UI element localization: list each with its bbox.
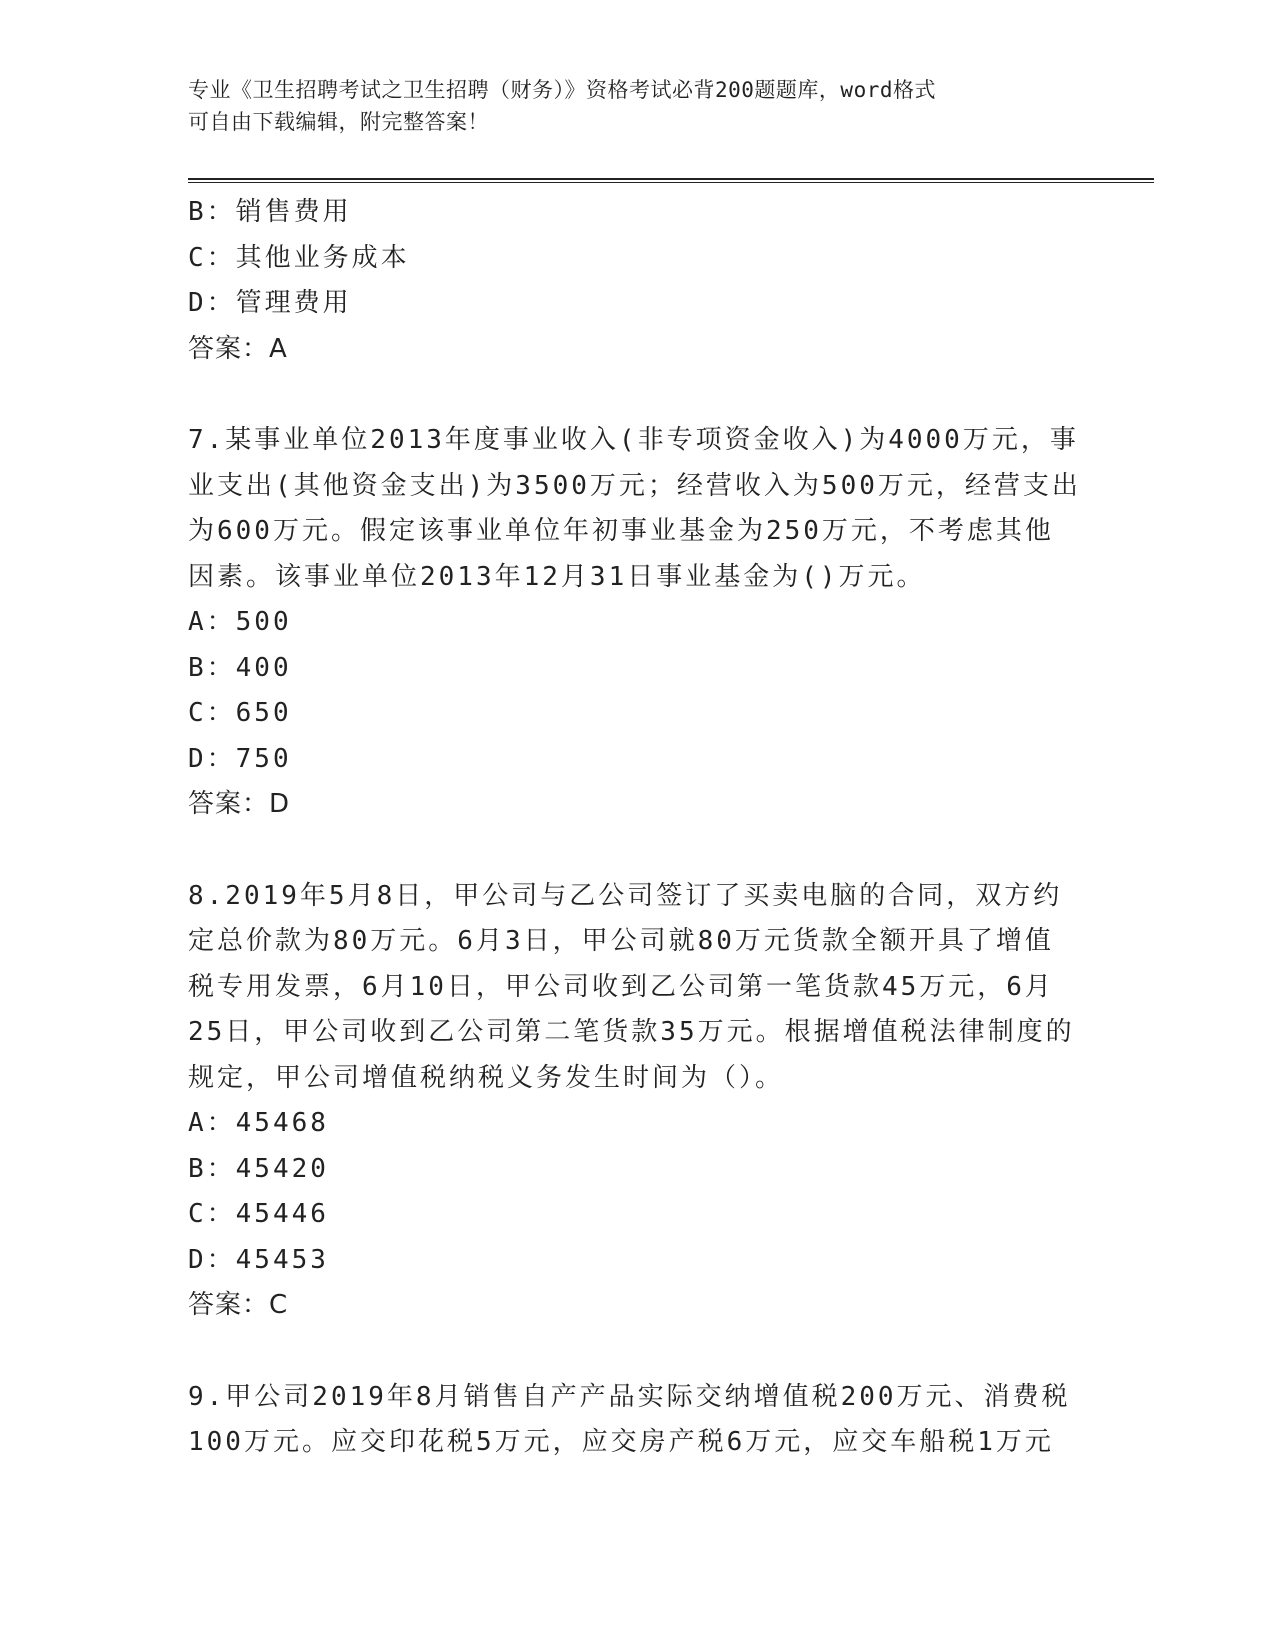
question-text-line: 定总价款为80万元。6月3日，甲公司就80万元货款全额开具了增值: [188, 926, 1054, 956]
option-c: C：650: [188, 698, 292, 728]
question-7: [188, 418, 1088, 828]
question-text-line: 25日，甲公司收到乙公司第二笔货款35万元。根据增值税法律制度的: [188, 1017, 1075, 1047]
question-8: [188, 874, 1088, 1329]
question-text-line: 为600万元。假定该事业单位年初事业基金为250万元，不考虑其他: [188, 516, 1054, 546]
option-d: D：750: [188, 743, 292, 774]
spacer: [188, 828, 1088, 874]
spacer: [188, 372, 1088, 418]
answer-line: 答案：C: [188, 1290, 289, 1320]
question-text-line: 8.2019年5月8日，甲公司与乙公司签订了买卖电脑的合同，双方约: [188, 880, 1063, 911]
answer-line: 答案：A: [188, 333, 288, 364]
header-line-1: 专业《卫生招聘考试之卫生招聘（财务）》资格考试必背200题题库，word格式: [188, 78, 936, 102]
option-d: D：管理费用: [188, 288, 352, 318]
question-text-line: 税专用发票，6月10日，甲公司收到乙公司第一笔货款45万元，6月: [188, 971, 1054, 1002]
question-text-line: 100万元。应交印花税5万元，应交房产税6万元，应交车船税1万元: [188, 1427, 1054, 1457]
spacer: [188, 1329, 1088, 1375]
answer-line: 答案：D: [188, 789, 291, 819]
option-a: A：45468: [188, 1108, 329, 1138]
option-c: C：45446: [188, 1199, 329, 1229]
option-a: A：500: [188, 607, 292, 637]
question-text-line: 规定，甲公司增值税纳税义务发生时间为（）。: [188, 1062, 785, 1093]
option-b: B：400: [188, 652, 292, 683]
option-b: B：45420: [188, 1153, 329, 1184]
question-text-line: 因素。该事业单位2013年12月31日事业基金为()万元。: [188, 561, 926, 592]
option-c: C：其他业务成本: [188, 242, 410, 273]
question-9: [188, 1375, 1088, 1466]
document-header: [188, 74, 1068, 138]
question-text-line: 7.某事业单位2013年度事业收入(非专项资金收入)为4000万元，事: [188, 425, 1079, 455]
document-body: [188, 190, 1088, 1466]
header-divider: [188, 178, 1154, 183]
question-text-line: 9.甲公司2019年8月销售自产产品实际交纳增值税200万元、消费税: [188, 1381, 1071, 1412]
question-6-fragment: [188, 190, 1088, 372]
question-text-line: 业支出(其他资金支出)为3500万元；经营收入为500万元，经营支出: [188, 470, 1081, 501]
header-line-2: 可自由下载编辑，附完整答案！: [188, 110, 489, 134]
option-d: D：45453: [188, 1244, 329, 1275]
option-b: B：销售费用: [188, 197, 352, 227]
